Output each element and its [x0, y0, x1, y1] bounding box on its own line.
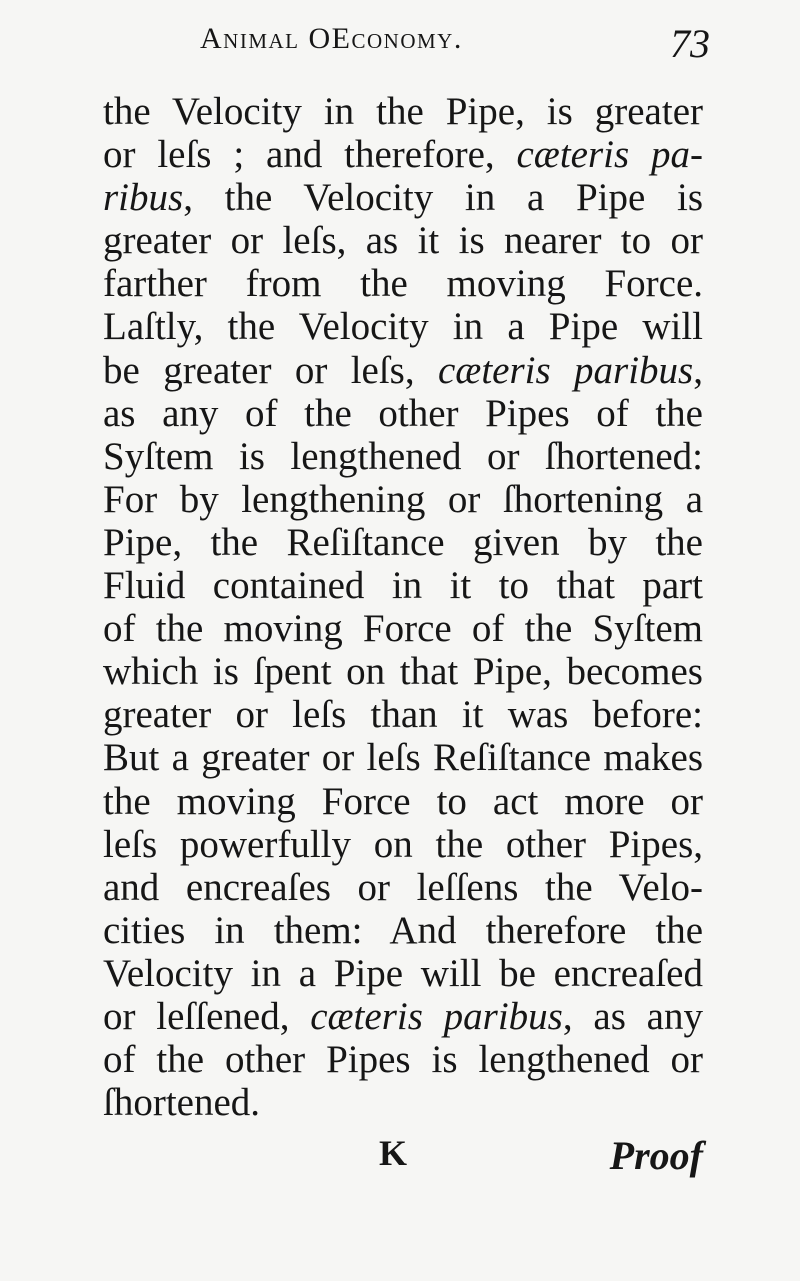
text-line — [103, 521, 703, 564]
text-run: Velocity in a Pipe will be encreaſed — [103, 951, 703, 995]
italic-text: ribus — [103, 176, 184, 220]
italic-text: cæteris paribus — [310, 994, 563, 1038]
text-line — [103, 478, 703, 521]
running-head: Animal OEconomy. — [200, 22, 463, 55]
italic-text: cæteris pa- — [516, 133, 703, 177]
text-run: cities in them: And therefore the — [103, 908, 703, 952]
signature-mark: K — [379, 1133, 408, 1173]
text-run: , — [693, 348, 703, 392]
text-run: Syſtem is lengthened or ſhortened: — [103, 434, 703, 478]
text-line — [103, 305, 703, 348]
text-run: be greater or leſs, — [103, 348, 438, 392]
text-run: For by lengthening or ſhortening a — [103, 477, 703, 521]
text-line — [103, 1081, 703, 1124]
text-run: and encreaſes or leſſens the Velo- — [103, 865, 703, 909]
text-line — [103, 909, 703, 952]
page-header — [200, 22, 710, 74]
text-run: the Velocity in the Pipe, is greater — [103, 90, 703, 133]
text-run: farther from the moving Force. — [103, 262, 703, 306]
text-line — [103, 823, 703, 866]
text-run: ſhortened. — [103, 1081, 261, 1125]
text-run: , the Velocity in a Pipe is — [183, 176, 703, 220]
text-run: of the moving Force of the Syſtem — [103, 607, 703, 651]
catchword: Proof — [609, 1133, 703, 1178]
text-line — [103, 90, 703, 133]
text-line — [103, 176, 703, 219]
text-run: or leſs ; and therefore, — [103, 133, 517, 177]
text-line — [103, 866, 703, 909]
text-line — [103, 607, 703, 650]
text-run: as any of the other Pipes of the — [103, 391, 703, 435]
text-line — [103, 1038, 703, 1081]
text-line — [103, 435, 703, 478]
text-line — [103, 564, 703, 607]
text-run: which is ſpent on that Pipe, becomes — [103, 650, 703, 694]
text-line — [103, 349, 703, 392]
text-line — [103, 995, 703, 1038]
text-run: the moving Force to act more or — [103, 779, 703, 823]
text-run: leſs powerfully on the other Pipes, — [103, 822, 703, 866]
text-line — [103, 650, 703, 693]
text-run: greater or leſs than it was before: — [103, 693, 703, 737]
text-line — [103, 736, 703, 779]
page-footer — [103, 1132, 703, 1184]
text-line — [103, 133, 703, 176]
text-run: Fluid contained in it to that part — [103, 564, 703, 608]
text-run: greater or leſs, as it is nearer to or — [103, 219, 703, 263]
text-line — [103, 952, 703, 995]
text-run: or leſſened, — [103, 994, 311, 1038]
text-run: But a greater or leſs Reſiſtance makes — [103, 736, 703, 780]
page-number: 73 — [670, 21, 710, 66]
text-line — [103, 693, 703, 736]
text-line — [103, 392, 703, 435]
italic-text: cæteris paribus — [438, 348, 694, 392]
text-line — [103, 219, 703, 262]
text-block — [103, 90, 703, 1124]
text-run: Pipe, the Reſiſtance given by the — [103, 520, 703, 564]
text-run: , as any — [562, 994, 703, 1038]
text-run: Laſtly, the Velocity in a Pipe will — [103, 305, 703, 349]
text-run: of the other Pipes is lengthened or — [103, 1038, 703, 1082]
text-line — [103, 780, 703, 823]
text-line — [103, 262, 703, 305]
